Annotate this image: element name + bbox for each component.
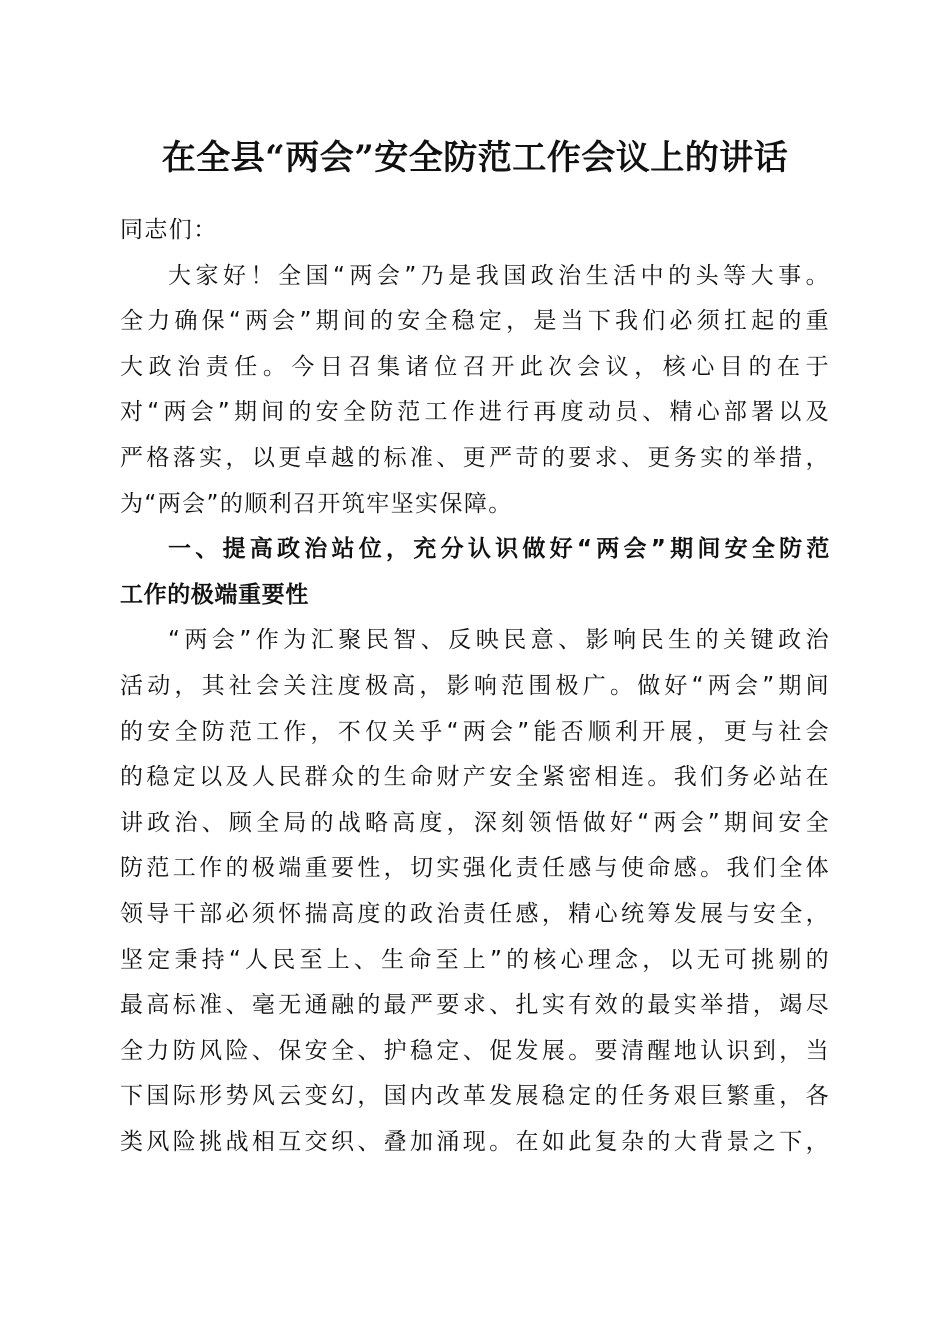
paragraph-2-line: 下国际形势风云变幻，国内改革发展稳定的任务艰巨繁重，各: [120, 1083, 830, 1110]
paragraph-1-line: 大政治责任。今日召集诸位召开此次会议，核心目的在于: [120, 353, 830, 380]
paragraph-1-line: 对“两会”期间的安全防范工作进行再度动员、精心部署以及: [120, 399, 830, 426]
paragraph-2-line: 防范工作的极端重要性，切实强化责任感与使命感。我们全体: [120, 855, 830, 882]
paragraph-2-line: 最高标准、毫无通融的最严要求、扎实有效的最实举措，竭尽: [120, 992, 830, 1019]
paragraph-2-line: 全力防风险、保安全、护稳定、促发展。要清醒地认识到，当: [120, 1037, 830, 1064]
paragraph-1-line: 严格落实，以更卓越的标准、更严苛的要求、更务实的举措，: [120, 444, 830, 471]
section-heading-line: 工作的极端重要性: [120, 581, 309, 608]
paragraph-2-line: 领导干部必须怀揣高度的政治责任感，精心统筹发展与安全，: [120, 900, 830, 927]
paragraph-2-line: 活动，其社会关注度极高，影响范围极广。做好“两会”期间: [120, 672, 830, 699]
paragraph-2-line: 类风险挑战相互交织、叠加涌现。在如此复杂的大背景之下，: [120, 1128, 830, 1155]
paragraph-2-line: “两会”作为汇聚民智、反映民意、影响民生的关键政治: [168, 627, 830, 654]
document-title: 在全县“两会”安全防范工作会议上的讲话: [161, 138, 789, 178]
salutation: 同志们：: [120, 217, 218, 243]
document-body: [120, 208, 830, 1165]
paragraph-2-line: 的安全防范工作，不仅关乎“两会”能否顺利开展，更与社会: [120, 718, 830, 745]
paragraph-1-line: 全力确保“两会”期间的安全稳定，是当下我们必须扛起的重: [120, 308, 830, 335]
paragraph-2-line: 的稳定以及人民群众的生命财产安全紧密相连。我们务必站在: [120, 764, 830, 791]
paragraph-1-line: 为“两会”的顺利召开筑牢坚实保障。: [120, 490, 513, 517]
paragraph-1-line: 大家好！全国“两会”乃是我国政治生活中的头等大事。: [168, 262, 830, 289]
paragraph-2-line: 讲政治、顾全局的战略高度，深刻领悟做好“两会”期间安全: [120, 809, 830, 836]
paragraph-2-line: 坚定秉持“人民至上、生命至上”的核心理念，以无可挑剔的: [120, 946, 830, 973]
section-heading-line: 一、提高政治站位，充分认识做好“两会”期间安全防范: [168, 536, 830, 563]
